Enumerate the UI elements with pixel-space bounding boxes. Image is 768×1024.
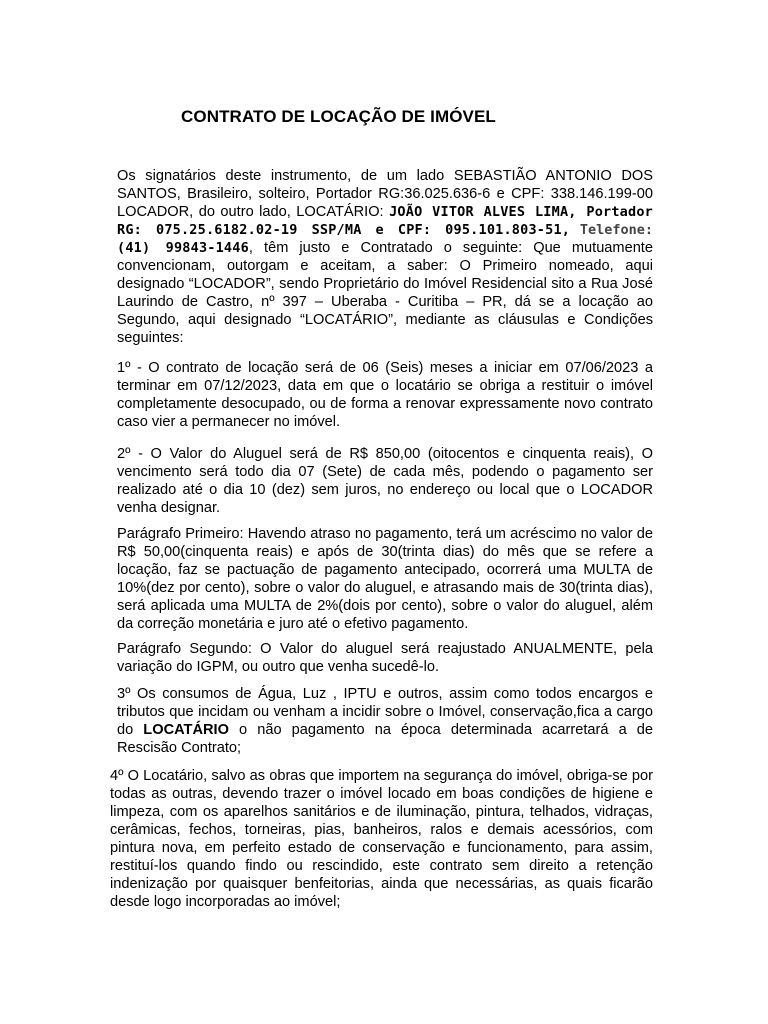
clause-1: 1º - O contrato de locação será de 06 (Seis) meses a iniciar em 07/06/2023 a terminar em 07/12/2023, data em que o locatário se obriga a restituir o imóvel completamente desocupado, ou de forma a renovar expressamente novo contrato caso vier a permanecer no imóvel. bbox=[117, 360, 653, 430]
clause-3-text: 3º Os consumos de Água, Luz , IPTU e outros, assim como todos encargos e tributos que incidam ou venham a incidir sobre o Imóvel, conservação,fica a cargo do bbox=[117, 686, 653, 738]
clause-3 bbox=[117, 685, 653, 757]
document-title: CONTRATO DE LOCAÇÃO DE IMÓVEL bbox=[181, 107, 496, 126]
clause-3-text-continued: o não pagamento na época determinada acarretará a de Rescisão Contrato; bbox=[117, 722, 653, 756]
clause-3-bold: LOCATÁRIO bbox=[143, 722, 229, 738]
clause-4: 4º O Locatário, salvo as obras que importem na segurança do imóvel, obriga-se por todas as outras, devendo trazer o imóvel locado em boas condições de higiene e limpeza, com os aparelhos sanitários e de iluminação, pintura, telhados, vidraças, cerâmicas, fechos, torneiras, pias, banheiros, ralos e demais acessórios, com pintura nova, em perfeito estado de conservação e funcionamento, para assim, restituí-los quando findo ou rescindido, este contrato sem direito a retenção indenização por quaisquer benfeitorias, ainda que necessárias, as quais ficarão desde logo incorporadas ao imóvel; bbox=[110, 768, 653, 910]
clause-2: 2º - O Valor do Aluguel será de R$ 850,00 (oitocentos e cinquenta reais), O vencimento será todo dia 07 (Sete) de cada mês, podendo o pagamento ser realizado até o dia 10 (dez) sem juros, no endereço ou local que o LOCADOR venha designar. bbox=[117, 446, 653, 516]
paragraph-first: Parágrafo Primeiro: Havendo atraso no pagamento, terá um acréscimo no valor de R$ 50,00(cinquenta reais) e após de 30(trinta dias) do mês que se refere a locação, faz se pactuação de pagamento antecipado, ocorrerá uma MULTA de 10%(dez por cento), sobre o valor do aluguel, e atrasando mais de 30(trinta dias), será aplicada uma MULTA de 2%(dois por cento), sobre o valor do aluguel, além da correção monetária e juro até o efetivo pagamento. bbox=[117, 526, 653, 632]
tenant-details: JOÃO VITOR ALVES LIMA, Portador RG: 075.25.6182.02-19 SSP/MA e CPF: 095.101.803-51, bbox=[117, 204, 653, 238]
phone-label: Telefone: bbox=[579, 222, 653, 238]
parties-text-continued: , têm justo e Contratado o seguinte: Que mutuamente convencionam, outorgam e aceitam, a saber: O Primeiro nomeado, aqui designado “LOCADOR”, sendo Proprietário do Imóvel Residencial sito a Rua José Laurindo de Castro, nº 397 – Uberaba - Curitiba – PR, dá se a locação ao Segundo, aqui designado “LOCATÁRIO”, mediante as cláusulas e Condições seguintes: bbox=[117, 240, 653, 346]
paragraph-parties bbox=[117, 167, 653, 347]
paragraph-second: Parágrafo Segundo: O Valor do aluguel será reajustado ANUALMENTE, pela variação do IGPM, ou outro que venha sucedê-lo. bbox=[117, 641, 653, 675]
parties-text: Os signatários deste instrumento, de um lado SEBASTIÃO ANTONIO DOS SANTOS, Brasileiro, solteiro, Portador RG:36.025.636-6 e CPF: 338.146.199-00 LOCADOR, do outro lado, LOCATÁRIO: bbox=[117, 168, 653, 220]
phone-number: (41) 99843-1446 bbox=[117, 240, 249, 256]
